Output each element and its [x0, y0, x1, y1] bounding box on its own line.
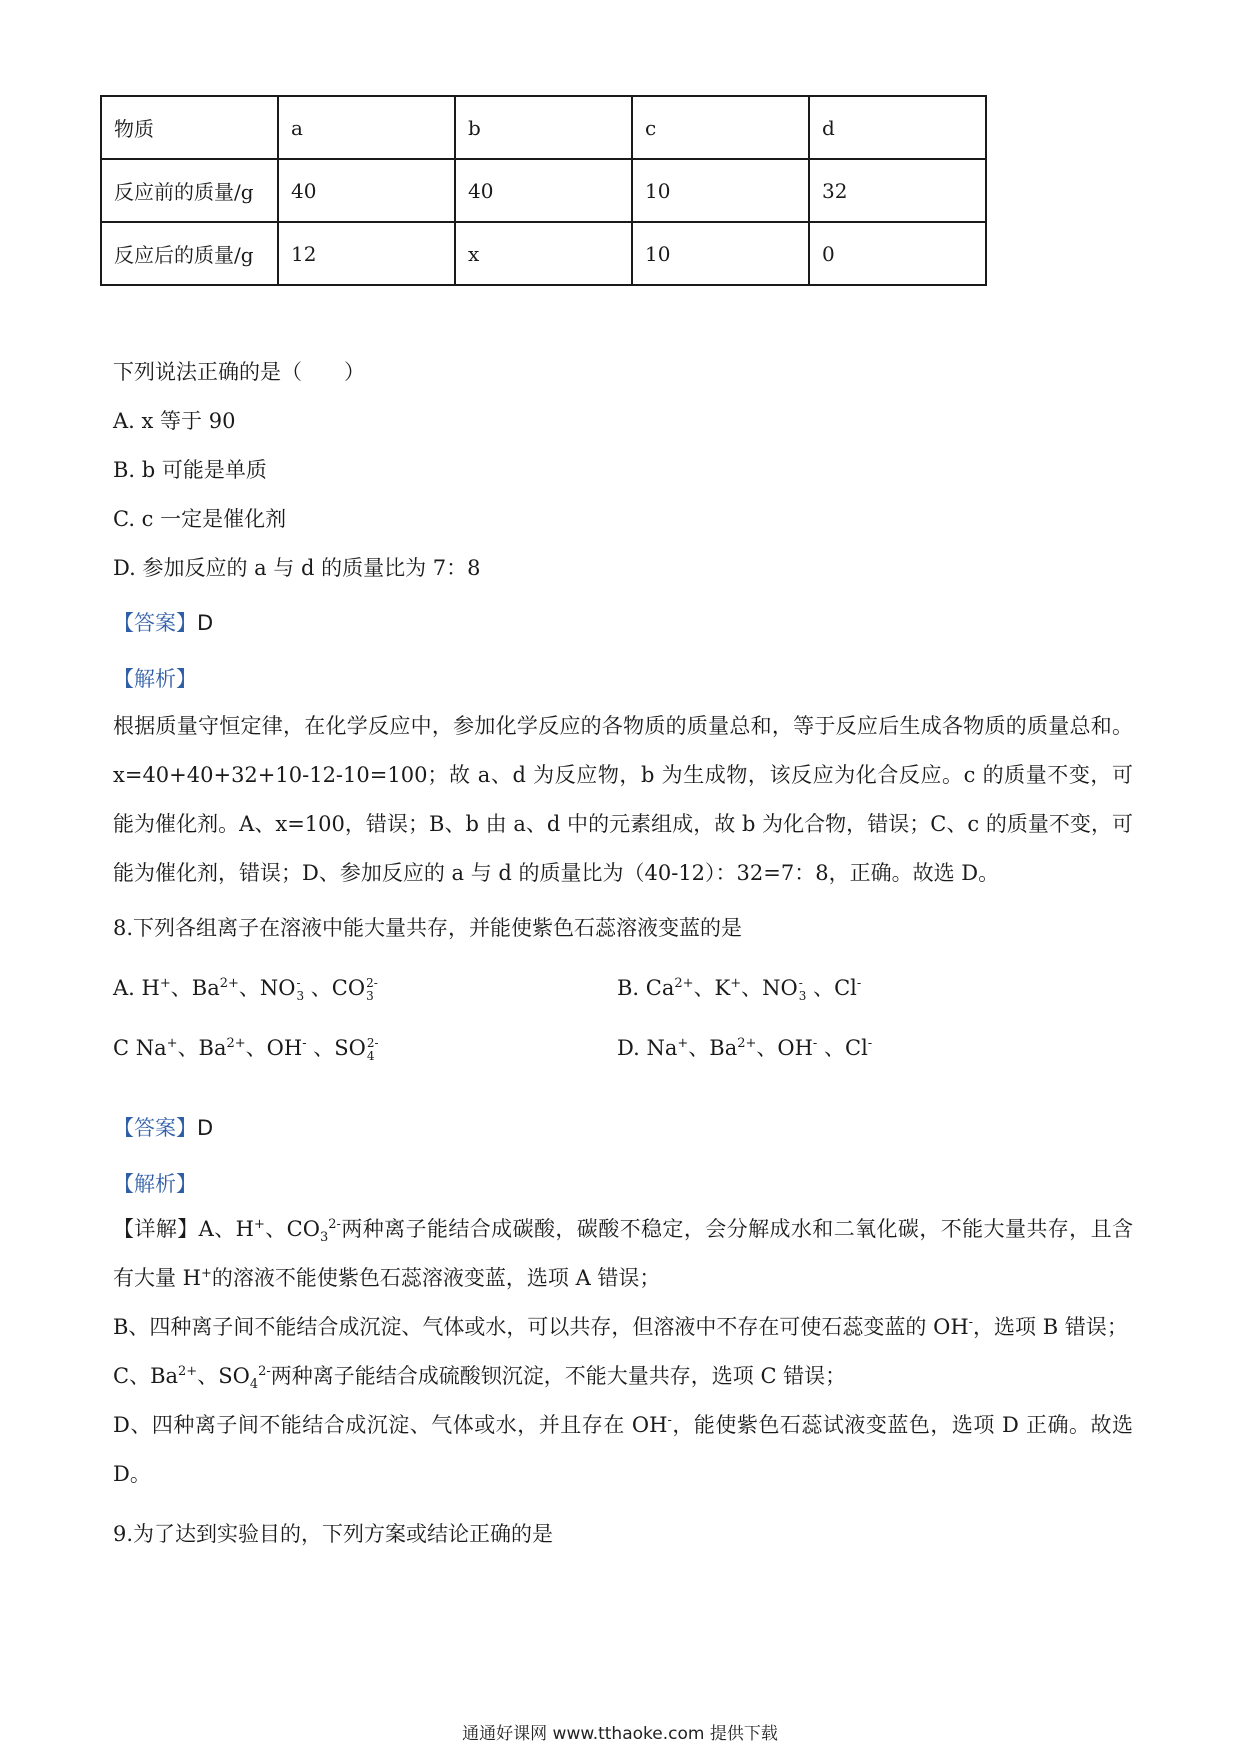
analysis-tag: 【解析】	[113, 1172, 197, 1196]
table-cell: 10	[632, 222, 809, 285]
table-cell: 0	[809, 222, 986, 285]
q8-option-a: A. H+、$Ba^{2+}$、NO - 3 、CO 2- 3	[113, 975, 378, 1003]
table-cell: 反应后的质量/g	[101, 222, 278, 285]
q8-detail-b: B、四种离子间不能结合成沉淀、气体或水，可以共存，但溶液中不存在可使石蕊变蓝的 OH-，选项 B 错误；	[113, 1315, 1128, 1339]
q7-answer	[113, 607, 213, 637]
table-cell: 40	[278, 159, 455, 222]
table-row	[101, 222, 986, 285]
q8-analysis-tag	[113, 1168, 197, 1198]
q8-answer	[113, 1112, 213, 1142]
table-cell: 40	[455, 159, 632, 222]
q7-stem: 下列说法正确的是（ ）	[113, 360, 365, 384]
answer-value: D	[197, 1116, 214, 1140]
q8-option-c: C Na+、$Ba^{2+}$、OH- 、SO 2- 4	[113, 1035, 379, 1063]
q8-option-b: B. $Ca^{2+}$、K+、NO - 3 、Cl-	[617, 975, 862, 1003]
q7-analysis-text: 根据质量守恒定律，在化学反应中，参加化学反应的各物质的质量总和，等于反应后生成各物质的质量总和。x=40+40+32+10-12-10=100；故 a、d 为反应物，b 为生成物，该反应为化合反应。c 的质量不变，可能为催化剂。A、x=100，错误；B、b 由 a、d 中的元素组成，故 b 为化合物，错误；C、c 的质量不变，可能为催化剂，错误；D、参加反应的 a 与 d 的质量比为（40-12）：32=7：8，正确。故选 D。	[113, 714, 1133, 885]
table-row	[101, 159, 986, 222]
q7-option-b: B. b 可能是单质	[113, 458, 267, 482]
table-row	[101, 96, 986, 159]
answer-tag: 【答案】	[113, 1116, 197, 1140]
mass-table	[100, 95, 987, 286]
q7-option-a: A. x 等于 90	[113, 409, 236, 433]
q8-detail-a: 【详解】A、H+、$CO_3^{2-}$两种离子能结合成碳酸，碳酸不稳定，会分解成水和二氧化碳，不能大量共存，且含有大量 H+的溶液不能使紫色石蕊溶液变蓝，选项 A 错误；	[113, 1217, 1133, 1290]
q7-option-d: D. 参加反应的 a 与 d 的质量比为 7：8	[113, 556, 481, 580]
page-footer: 通通好课网 www.tthaoke.com 提供下载	[462, 1724, 778, 1744]
table-cell: x	[455, 222, 632, 285]
table-cell: 反应前的质量/g	[101, 159, 278, 222]
table-cell: d	[809, 96, 986, 159]
q9-stem: 9.为了达到实验目的，下列方案或结论正确的是	[113, 1522, 554, 1546]
table-cell: 10	[632, 159, 809, 222]
q8-stem: 8.下列各组离子在溶液中能大量共存，并能使紫色石蕊溶液变蓝的是	[113, 916, 743, 940]
q8-detail-c: C、$Ba^{2+}$、$SO_4^{2-}$两种离子能结合成硫酸钡沉淀，不能大量共存，选项 C 错误；	[113, 1364, 847, 1393]
table-cell: b	[455, 96, 632, 159]
table-cell: 32	[809, 159, 986, 222]
table-cell: 物质	[101, 96, 278, 159]
table-cell: c	[632, 96, 809, 159]
table-cell: a	[278, 96, 455, 159]
answer-tag: 【答案】	[113, 611, 197, 635]
table-cell: 12	[278, 222, 455, 285]
q7-analysis-tag	[113, 663, 197, 693]
q8-detail-d: D、四种离子间不能结合成沉淀、气体或水，并且存在 OH-，能使紫色石蕊试液变蓝色，选项 D 正确。故选 D。	[113, 1413, 1133, 1486]
answer-value: D	[197, 611, 214, 635]
analysis-tag: 【解析】	[113, 667, 197, 691]
q7-option-c: C. c 一定是催化剂	[113, 507, 287, 531]
q8-option-d: D. Na+、$Ba^{2+}$、OH- 、Cl-	[617, 1036, 873, 1060]
